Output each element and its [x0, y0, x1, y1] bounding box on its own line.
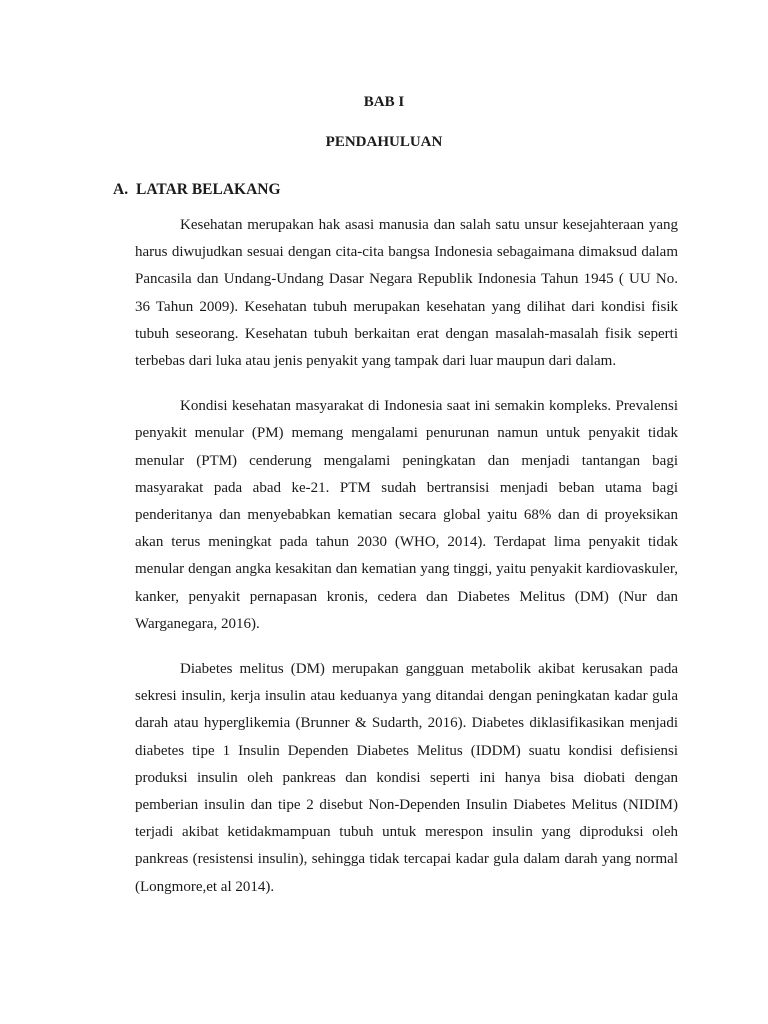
paragraph-2: Kondisi kesehatan masyarakat di Indonesia saat ini semakin kompleks. Prevalensi penyakit menular (PM) memang mengalami penurunan namun untuk penyakit tidak menular (PTM) cenderung mengalami peningkatan dan menjadi tantangan bagi masyarakat pada abad ke-21. PTM sudah bertransisi menjadi beban utama bagi penderitanya dan menyebabkan kematian secara global yaitu 68% dan di proyeksikan akan terus meningkat pada tahun 2030 (WHO, 2014). Terdapat lima penyakit tidak menular dengan angka kesakitan dan kematian yang tinggi, yaitu penyakit kardiovaskuler, kanker, penyakit pernapasan kronis, cedera dan Diabetes Melitus (DM) (Nur dan Warganegara, 2016).	[135, 398, 678, 632]
chapter-title: PENDAHULUAN	[325, 134, 443, 150]
body-text	[135, 212, 678, 919]
section-number: A.	[113, 181, 129, 198]
section-title: LATAR BELAKANG	[136, 181, 281, 198]
paragraph-3: Diabetes melitus (DM) merupakan gangguan metabolik akibat kerusakan pada sekresi insulin, kerja insulin atau keduanya yang ditandai dengan peningkatan kadar gula darah atau hyperglikemia (Brunner & Sudarth, 2016). Diabetes diklasifikasikan menjadi diabetes tipe 1 Insulin Dependen Diabetes Melitus (IDDM) suatu kondisi defisiensi produksi insulin oleh pankreas dan kondisi seperti ini hanya bisa diobati dengan pemberian insulin dan tipe 2 disebut Non-Dependen Insulin Diabetes Melitus (NIDIM) terjadi akibat ketidakmampuan tubuh untuk merespon insulin yang diproduksi oleh pankreas (resistensi insulin), sehingga tidak tercapai kadar gula dalam darah yang normal (Longmore,et al 2014).	[135, 661, 678, 895]
chapter-number: BAB I	[363, 94, 405, 110]
paragraph-1: Kesehatan merupakan hak asasi manusia dan salah satu unsur kesejahteraan yang harus diwujudkan sesuai dengan cita-cita bangsa Indonesia sebagaimana dimaksud dalam Pancasila dan Undang-Undang Dasar Negara Republik Indonesia Tahun 1945 ( UU No. 36 Tahun 2009). Kesehatan tubuh merupakan kesehatan yang dilihat dari kondisi fisik tubuh seseorang. Kesehatan tubuh berkaitan erat dengan masalah-masalah fisik seperti terbebas dari luka atau jenis penyakit yang tampak dari luar maupun dari dalam.	[135, 217, 678, 370]
section-heading	[113, 181, 281, 199]
